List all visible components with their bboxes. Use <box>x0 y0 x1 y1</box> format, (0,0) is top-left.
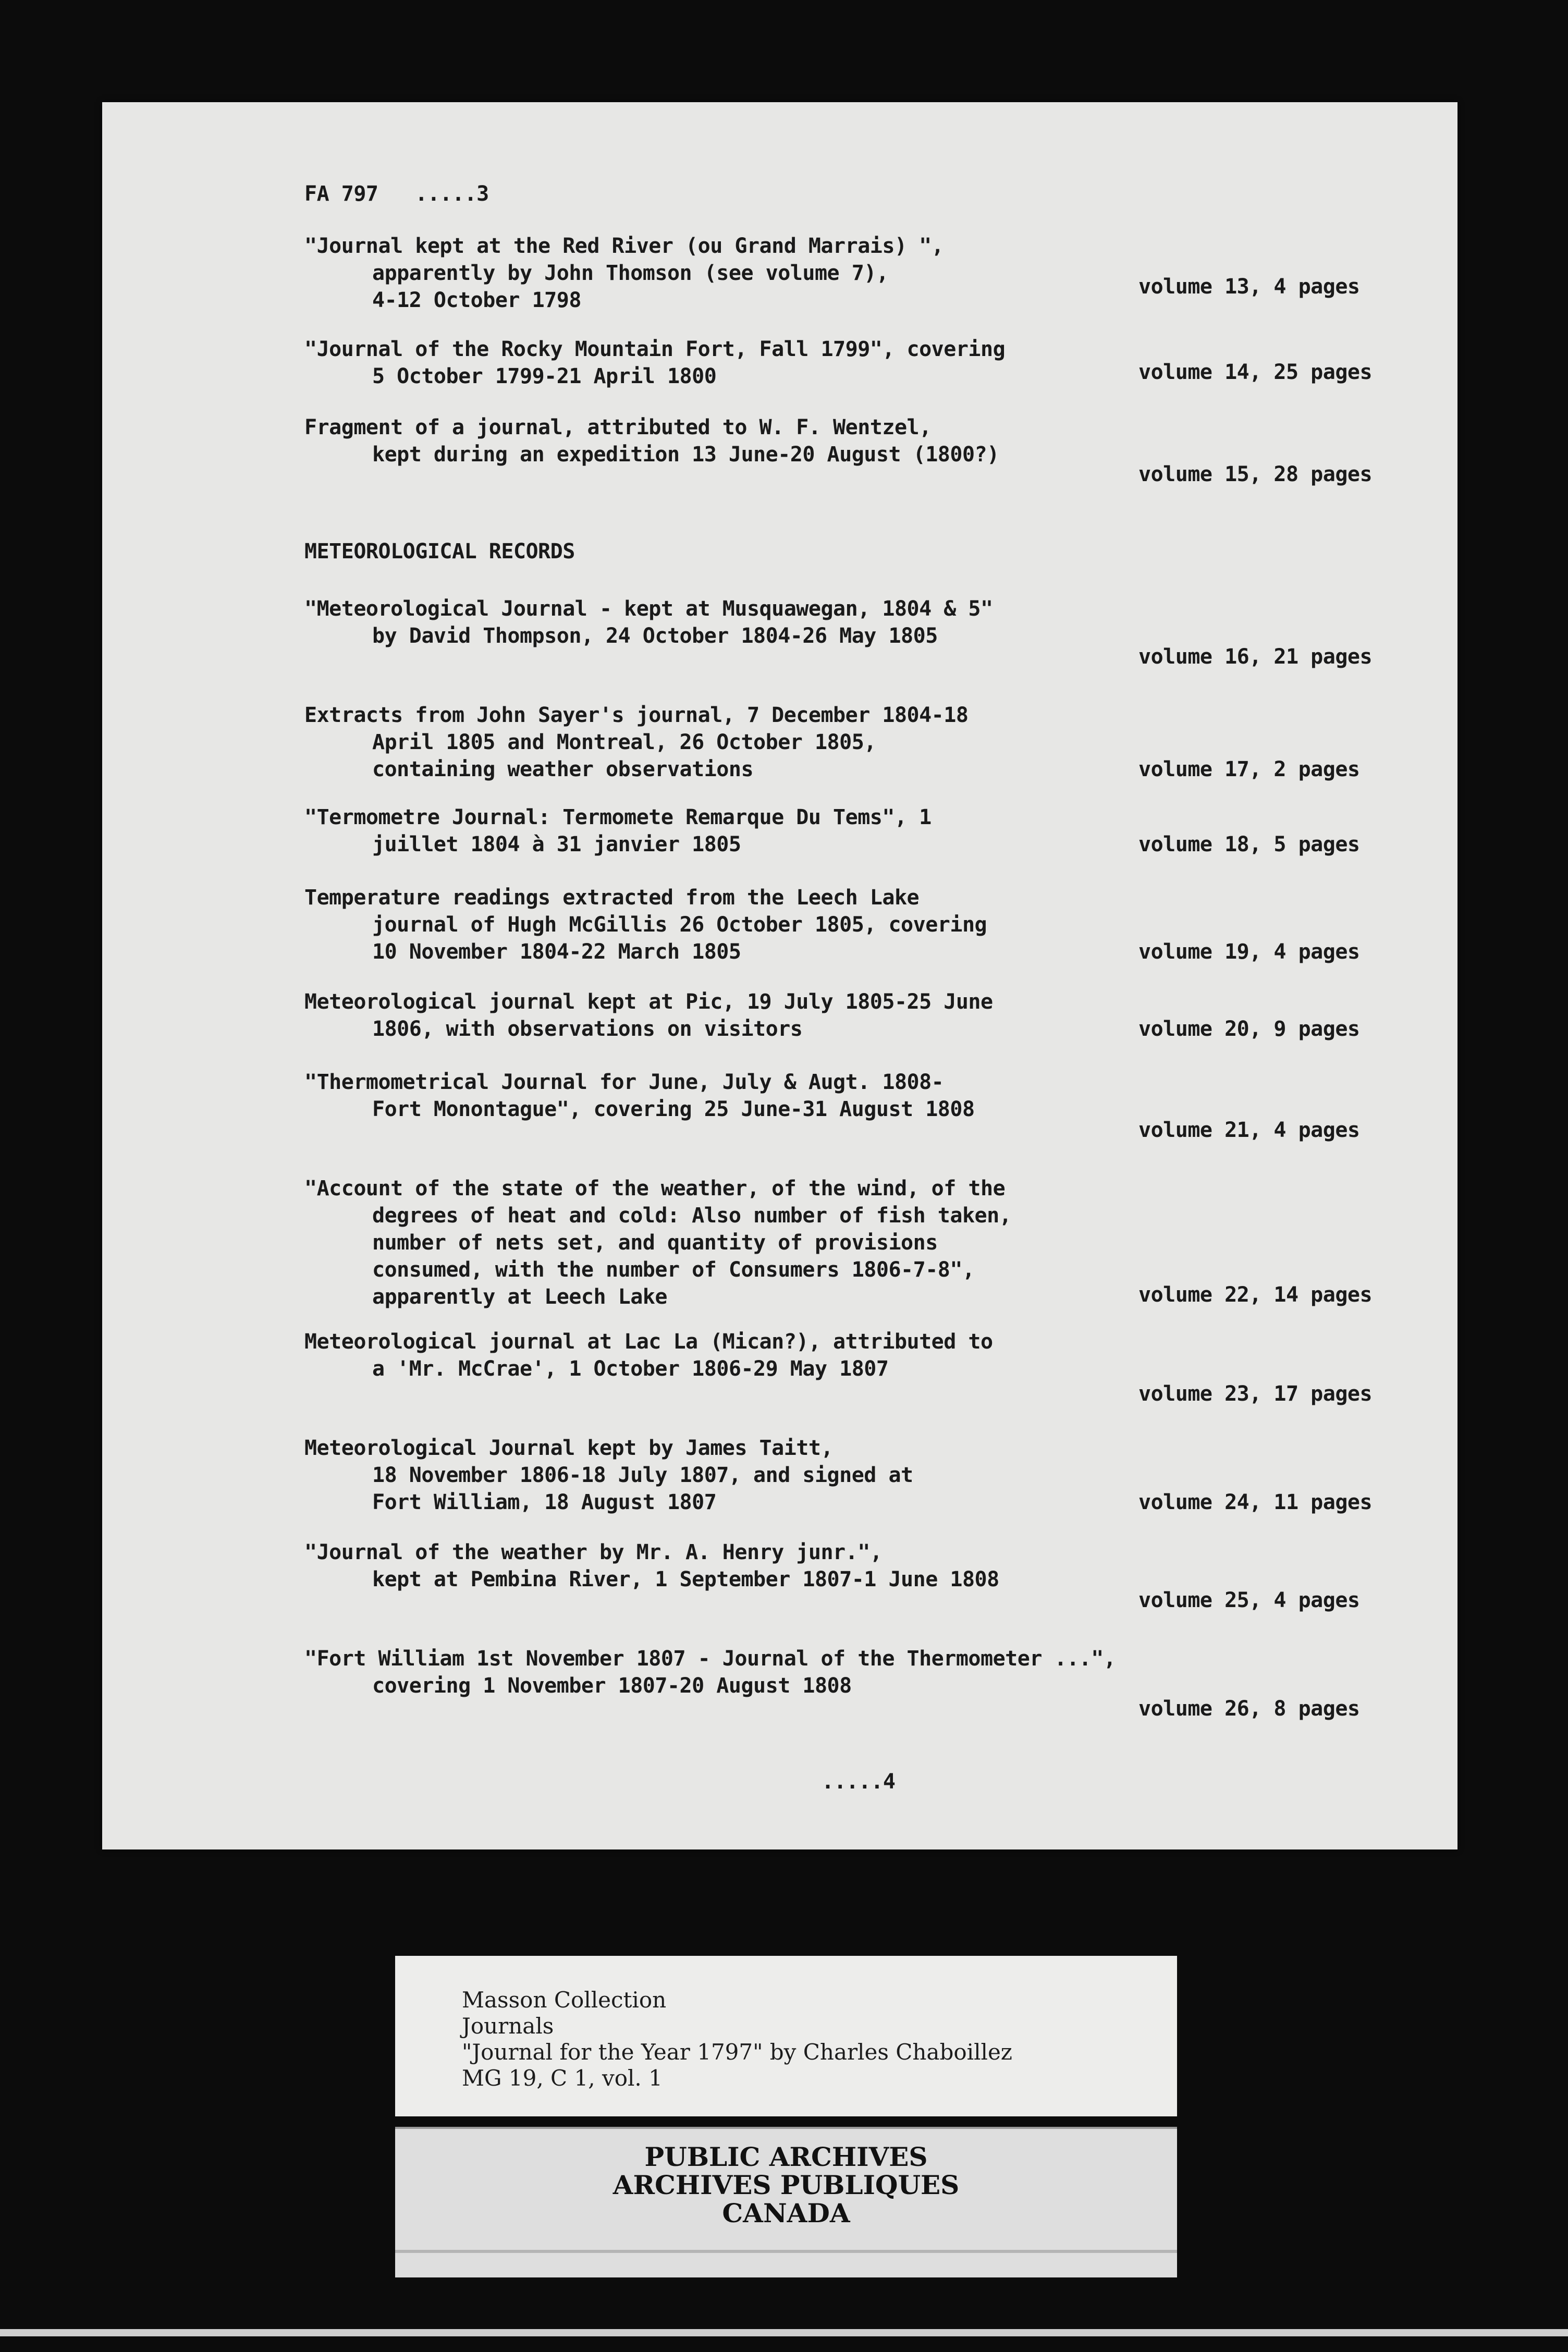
stamp-line-country: CANADA <box>722 2198 850 2228</box>
entry-line: "Journal of the Rocky Mountain Fort, Fall 1799", covering <box>304 337 1006 361</box>
page-header: FA 797 .....3 <box>304 182 489 206</box>
label-reference: MG 19, C 1, vol. 1 <box>462 2065 663 2091</box>
card-divider <box>395 2250 1177 2253</box>
entry-line: Meteorological journal kept at Pic, 19 July 1805-25 June <box>304 990 993 1014</box>
entry-volume: volume 20, 9 pages <box>1138 1017 1360 1041</box>
label-collection: Masson Collection <box>462 1987 667 2013</box>
entry-line: degrees of heat and cold: Also number of fish taken, <box>372 1204 1012 1228</box>
entry-line: apparently at Leech Lake <box>372 1285 667 1309</box>
entry-line: number of nets set, and quantity of provisions <box>372 1231 938 1255</box>
entry-volume: volume 25, 4 pages <box>1138 1588 1360 1612</box>
entry-line: journal of Hugh McGillis 26 October 1805, covering <box>372 913 987 937</box>
entry-line: "Journal kept at the Red River (ou Grand Marrais) ", <box>304 234 944 258</box>
entry-volume: volume 17, 2 pages <box>1138 757 1360 781</box>
entry-line: April 1805 and Montreal, 26 October 1805, <box>372 730 876 754</box>
entry-line: by David Thompson, 24 October 1804-26 May 1805 <box>372 624 938 648</box>
entry-line: consumed, with the number of Consumers 1806-7-8", <box>372 1258 975 1282</box>
entry-line: 4-12 October 1798 <box>372 288 581 312</box>
film-edge <box>0 2329 1568 2336</box>
entry-line: kept during an expedition 13 June-20 August (1800?) <box>372 443 999 467</box>
entry-line: Fort Monontague", covering 25 June-31 August 1808 <box>372 1097 975 1121</box>
entry-volume: volume 15, 28 pages <box>1138 462 1373 486</box>
entry-volume: volume 14, 25 pages <box>1138 360 1373 384</box>
entry-line: "Meteorological Journal - kept at Musquawegan, 1804 & 5" <box>304 597 993 621</box>
stamp-line-english: PUBLIC ARCHIVES <box>644 2141 928 2172</box>
entry-volume: volume 16, 21 pages <box>1138 645 1373 669</box>
entry-line: 5 October 1799-21 April 1800 <box>372 364 717 388</box>
entry-line: "Termometre Journal: Termomete Remarque Du Tems", 1 <box>304 805 932 829</box>
entry-line: Temperature readings extracted from the Leech Lake <box>304 886 920 910</box>
entry-volume: volume 23, 17 pages <box>1138 1382 1373 1406</box>
page-footer: .....4 <box>822 1770 896 1794</box>
document-page <box>102 102 1457 1849</box>
entry-line: Extracts from John Sayer's journal, 7 December 1804-18 <box>304 703 969 727</box>
entry-line: "Account of the state of the weather, of the wind, of the <box>304 1177 1006 1200</box>
entry-line: "Journal of the weather by Mr. A. Henry junr.", <box>304 1540 883 1564</box>
entry-line: Fragment of a journal, attributed to W. F. Wentzel, <box>304 415 932 439</box>
entry-volume: volume 19, 4 pages <box>1138 940 1360 964</box>
archives-stamp-card <box>395 2127 1177 2277</box>
entry-line: 18 November 1806-18 July 1807, and signed at <box>372 1463 913 1487</box>
entry-line: 1806, with observations on visitors <box>372 1017 803 1041</box>
entry-line: Meteorological journal at Lac La (Mican?), attributed to <box>304 1330 993 1354</box>
entry-volume: volume 18, 5 pages <box>1138 832 1360 856</box>
stamp-line-french: ARCHIVES PUBLIQUES <box>612 2170 960 2200</box>
collection-label-card <box>395 1956 1177 2116</box>
entry-line: covering 1 November 1807-20 August 1808 <box>372 1674 852 1698</box>
entry-volume: volume 22, 14 pages <box>1138 1283 1373 1307</box>
entry-line: 10 November 1804-22 March 1805 <box>372 940 741 964</box>
entry-line: Fort William, 18 August 1807 <box>372 1490 717 1514</box>
entry-line: Meteorological Journal kept by James Taitt, <box>304 1436 834 1460</box>
label-title: "Journal for the Year 1797" by Charles Chaboillez <box>462 2039 1012 2065</box>
entry-volume: volume 13, 4 pages <box>1138 275 1360 299</box>
entry-line: apparently by John Thomson (see volume 7), <box>372 261 889 285</box>
entry-line: juillet 1804 à 31 janvier 1805 <box>372 832 741 856</box>
entry-volume: volume 26, 8 pages <box>1138 1697 1360 1721</box>
entry-line: "Thermometrical Journal for June, July & Augt. 1808- <box>304 1070 944 1094</box>
entry-line: containing weather observations <box>372 757 754 781</box>
entry-line: "Fort William 1st November 1807 - Journal of the Thermometer ...", <box>304 1647 1116 1671</box>
entry-volume: volume 21, 4 pages <box>1138 1118 1360 1142</box>
label-series: Journals <box>462 2013 554 2039</box>
entry-volume: volume 24, 11 pages <box>1138 1490 1373 1514</box>
entry-line: a 'Mr. McCrae', 1 October 1806-29 May 1807 <box>372 1357 889 1381</box>
entry-line: kept at Pembina River, 1 September 1807-1 June 1808 <box>372 1567 999 1591</box>
section-heading: METEOROLOGICAL RECORDS <box>304 540 575 564</box>
